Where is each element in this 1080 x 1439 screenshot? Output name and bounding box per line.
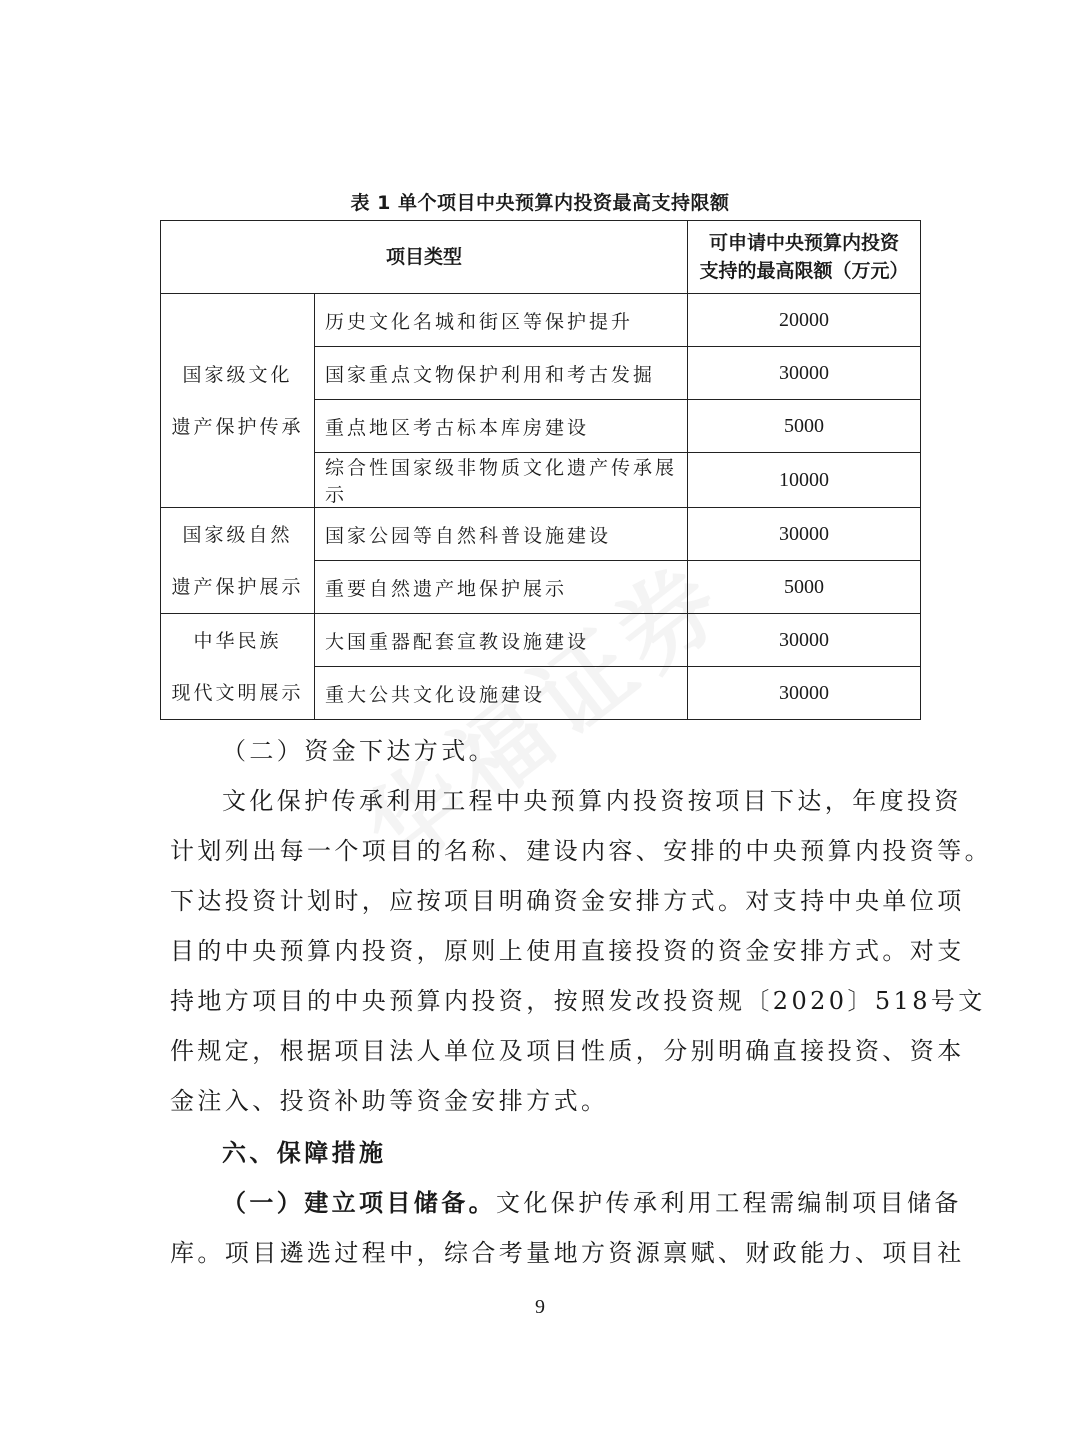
category-cell xyxy=(161,294,315,508)
value-cell: 10000 xyxy=(688,453,921,508)
category-cell xyxy=(161,508,315,614)
item-cell: 重点地区考古标本库房建设 xyxy=(315,400,688,453)
paragraph-line: 持地方项目的中央预算内投资，按照发改投资规〔2020〕518号文 xyxy=(170,987,986,1015)
paragraph-line: 金注入、投资补助等资金安排方式。 xyxy=(170,1087,609,1115)
item-cell: 国家公园等自然科普设施建设 xyxy=(315,508,688,561)
value-cell: 30000 xyxy=(688,667,921,720)
table-title: 表 1 单个项目中央预算内投资最高支持限额 xyxy=(350,192,730,214)
category-line: 现代文明展示 xyxy=(171,681,304,704)
header-project-type: 项目类型 xyxy=(161,221,688,294)
section-heading: （二）资金下达方式。 xyxy=(222,737,496,765)
investment-limit-table xyxy=(160,220,921,720)
item-cell: 综合性国家级非物质文化遗产传承展示 xyxy=(315,453,688,508)
category-line: 国家级自然 xyxy=(182,523,293,546)
category-line: 遗产保护传承 xyxy=(171,415,304,438)
category-cell xyxy=(161,614,315,720)
category-line: 国家级文化 xyxy=(182,363,293,386)
header-limit-line2: 支持的最高限额（万元） xyxy=(699,260,909,282)
table-row xyxy=(161,508,921,561)
item-cell: 重大公共文化设施建设 xyxy=(315,667,688,720)
value-cell: 5000 xyxy=(688,400,921,453)
paragraph-line: 下达投资计划时，应按项目明确资金安排方式。对支持中央单位项 xyxy=(170,887,965,915)
section-heading: 六、保障措施 xyxy=(222,1139,387,1167)
page-number: 9 xyxy=(535,1296,545,1318)
value-cell: 20000 xyxy=(688,294,921,347)
category-line: 遗产保护展示 xyxy=(171,575,304,598)
table-row xyxy=(161,294,921,347)
item-cell: 大国重器配套宣教设施建设 xyxy=(315,614,688,667)
item-cell: 国家重点文物保护利用和考古发掘 xyxy=(315,347,688,400)
paragraph-line: 计划列出每一个项目的名称、建设内容、安排的中央预算内投资等。 xyxy=(170,837,992,865)
paragraph-line: 目的中央预算内投资，原则上使用直接投资的资金安排方式。对支 xyxy=(170,937,965,965)
paragraph-text: 文化保护传承利用工程需编制项目储备 xyxy=(496,1189,962,1217)
header-limit-line1: 可申请中央预算内投资 xyxy=(709,232,900,254)
header-max-limit xyxy=(688,221,921,294)
paragraph-line xyxy=(170,1178,962,1228)
value-cell: 30000 xyxy=(688,614,921,667)
value-cell: 30000 xyxy=(688,347,921,400)
value-cell: 5000 xyxy=(688,561,921,614)
section-safeguards xyxy=(170,1128,965,1278)
paragraph-line: 件规定，根据项目法人单位及项目性质，分别明确直接投资、资本 xyxy=(170,1037,965,1065)
paragraph-line: 文化保护传承利用工程中央预算内投资按项目下达，年度投资 xyxy=(222,787,962,815)
item-cell: 重要自然遗产地保护展示 xyxy=(315,561,688,614)
table-row xyxy=(161,614,921,667)
paragraph-line: 库。项目遴选过程中，综合考量地方资源禀赋、财政能力、项目社 xyxy=(170,1239,965,1267)
table-header-row xyxy=(161,221,921,294)
item-cell: 历史文化名城和街区等保护提升 xyxy=(315,294,688,347)
section-funding-method xyxy=(170,726,992,1126)
category-line: 中华民族 xyxy=(193,629,282,652)
sub-heading: （一）建立项目储备。 xyxy=(222,1189,496,1217)
value-cell: 30000 xyxy=(688,508,921,561)
